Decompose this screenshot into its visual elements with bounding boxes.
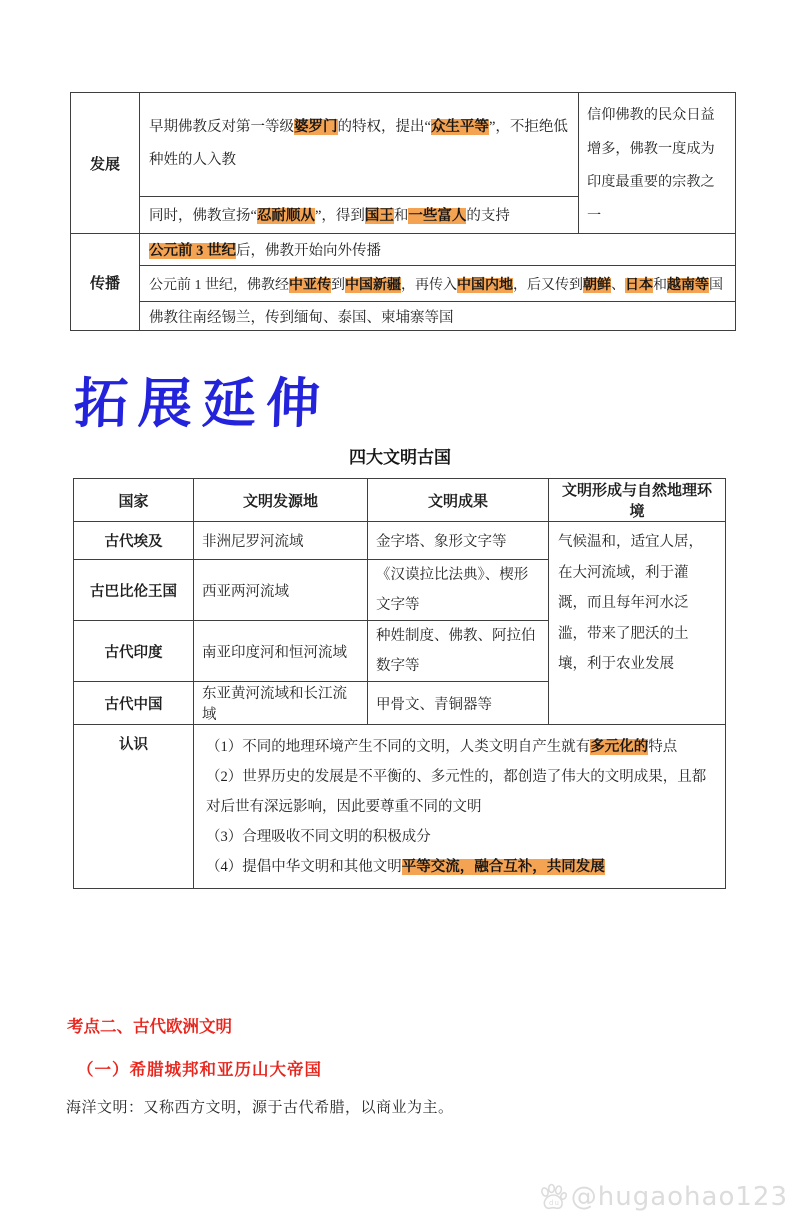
origin-china: 东亚黄河流域和长江流域 (194, 682, 368, 725)
civilizations-table (73, 478, 726, 889)
achievements-egypt: 金字塔、象形文字等 (368, 522, 549, 560)
understanding-point-4: （4）提倡中华文明和其他文明平等交流，融合互补，共同发展 (206, 859, 605, 875)
row-label-development: 发展 (71, 93, 140, 234)
row-label-understanding: 认识 (74, 725, 194, 889)
watermark (538, 1182, 788, 1212)
watermark-handle: @hugaohao123 (570, 1182, 788, 1212)
table-row (74, 725, 726, 889)
development-line2: 同时，佛教宣扬“忍耐顺从”，得到国王和一些富人的支持 (149, 208, 510, 225)
subsection-heading-greece: （一）希腊城邦和亚历山大帝国 (77, 1060, 322, 1079)
document-page (0, 92, 800, 1212)
baidu-paw-icon (538, 1183, 568, 1211)
section-heading-europe: 考点二、古代欧洲文明 (67, 1017, 232, 1036)
svg-text:du: du (548, 1199, 560, 1207)
country-india: 古代印度 (74, 621, 194, 682)
header-country: 国家 (74, 479, 194, 522)
row-label-spread: 传播 (71, 234, 140, 331)
country-egypt: 古代埃及 (74, 522, 194, 560)
table-row (71, 93, 736, 197)
origin-babylon: 西亚两河流域 (194, 560, 368, 621)
table-row (71, 234, 736, 266)
origin-india: 南亚印度河和恒河流域 (194, 621, 368, 682)
header-origin: 文明发源地 (194, 479, 368, 522)
achievements-china: 甲骨文、青铜器等 (368, 682, 549, 725)
understanding-point-3: （3）合理吸收不同文明的积极成分 (206, 829, 431, 845)
country-babylon: 古巴比伦王国 (74, 560, 194, 621)
spread-line1: 公元前 3 世纪后，佛教开始向外传播 (149, 243, 381, 259)
header-environment: 文明形成与自然地理环境 (549, 479, 726, 522)
buddhism-table (70, 92, 736, 331)
achievements-babylon: 《汉谟拉比法典》、楔形文字等 (368, 560, 549, 621)
environment-note: 气候温和，适宜人居，在大河流域，利于灌溉，而且每年河水泛滥，带来了肥沃的土壤，利于农业发展 (558, 534, 703, 672)
understanding-point-2: （2）世界历史的发展是不平衡的、多元性的，都创造了伟大的文明成果，且都对后世有深远影响，因此要尊重不同的文明 (206, 769, 707, 815)
development-line1: 早期佛教反对第一等级婆罗门的特权，提出“众生平等”，不拒绝低种姓的人入教 (149, 119, 568, 169)
development-side-note: 信仰佛教的民众日益增多，佛教一度成为印度最重要的宗教之一 (587, 107, 715, 224)
spread-line2: 公元前 1 世纪，佛教经中亚传到中国新疆，再传入中国内地，后又传到朝鲜、日本和越南等国 (149, 277, 723, 293)
section-banner-extension: 拓展延伸 (72, 372, 332, 435)
table-row (74, 522, 726, 560)
table-row (71, 266, 736, 302)
header-achievements: 文明成果 (368, 479, 549, 522)
spread-line3: 佛教往南经锡兰，传到缅甸、泰国、柬埔寨等国 (149, 309, 454, 326)
understanding-point-1: （1）不同的地理环境产生不同的文明，人类文明自产生就有多元化的特点 (206, 739, 678, 755)
civilizations-table-title: 四大文明古国 (349, 448, 451, 468)
table-row (71, 302, 736, 331)
ocean-civilization-text: 海洋文明：又称西方文明，源于古代希腊，以商业为主。 (66, 1100, 454, 1116)
table-header-row (74, 479, 726, 522)
achievements-india: 种姓制度、佛教、阿拉伯数字等 (368, 621, 549, 682)
country-china: 古代中国 (74, 682, 194, 725)
origin-egypt: 非洲尼罗河流域 (194, 522, 368, 560)
